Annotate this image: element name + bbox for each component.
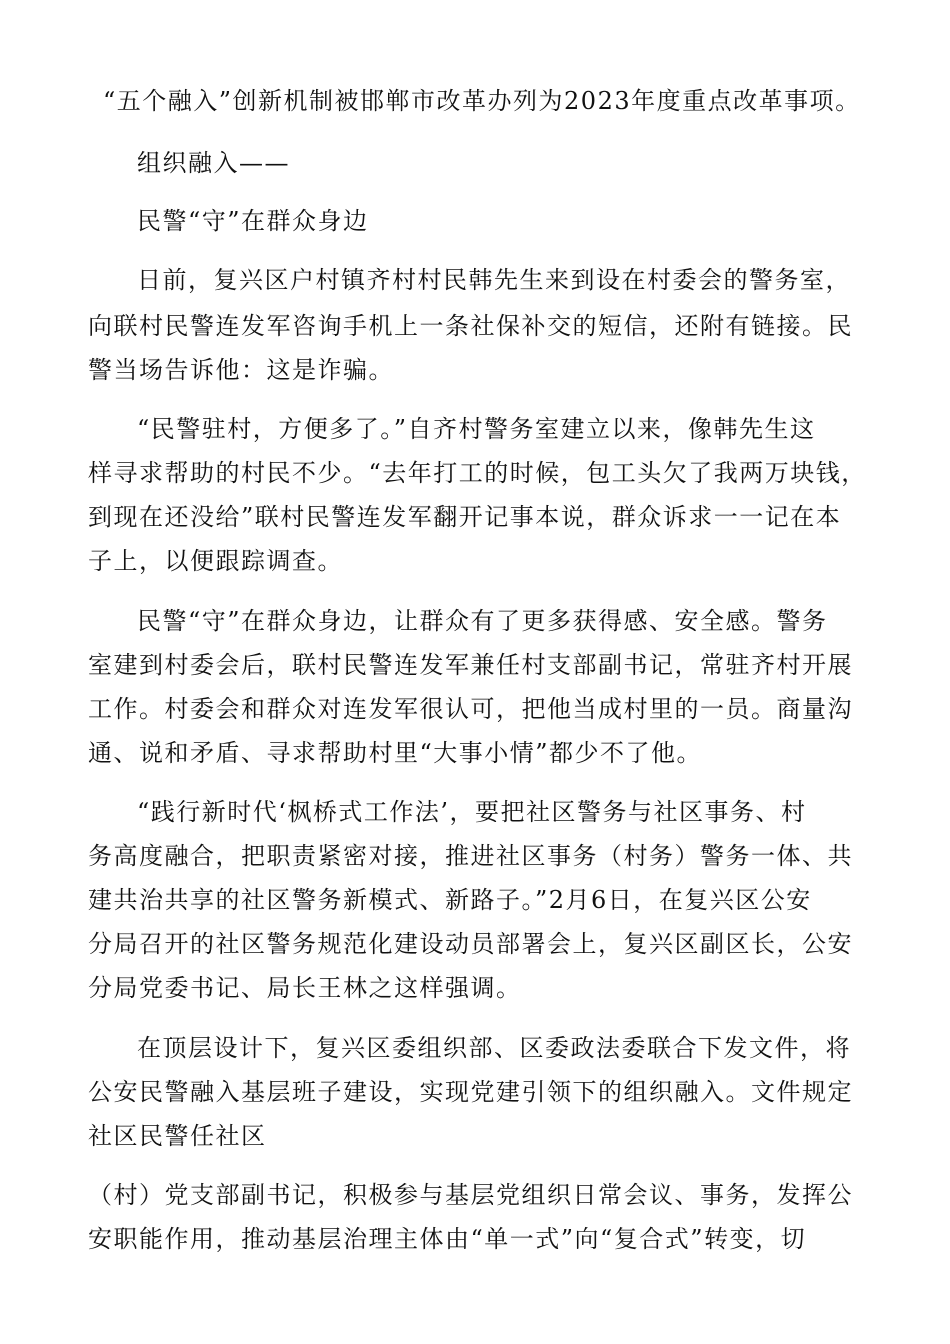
text-line: 安职能作用，推动基层治理主体由“单一式”向“复合式”转变，切 — [88, 1225, 807, 1253]
text-line: 向联村民警连发军咨询手机上一条社保补交的短信，还附有链接。民 — [88, 312, 853, 340]
text-line: 警当场告诉他：这是诈骗。 — [88, 356, 394, 384]
text-line: 室建到村委会后，联村民警连发军兼任村支部副书记，常驻齐村开展 — [88, 651, 853, 679]
text-line: 民警“守”在群众身边，让群众有了更多获得感、安全感。警务 — [137, 607, 828, 635]
text-line: 通、说和矛盾、寻求帮助村里“大事小情”都少不了他。 — [88, 739, 703, 767]
text-line: 公安民警融入基层班子建设，实现党建引领下的组织融入。文件规定 — [88, 1078, 853, 1106]
text-line: 建共治共享的社区警务新模式、新路子。”2月6日，在复兴区公安 — [88, 886, 812, 914]
text-line: 务高度融合，把职责紧密对接，推进社区事务（村务）警务一体、共 — [88, 842, 853, 870]
text-line: 社区民警任社区 — [88, 1122, 267, 1150]
text-line: 日前，复兴区户村镇齐村村民韩先生来到设在村委会的警务室， — [137, 266, 851, 294]
text-line: 分局召开的社区警务规范化建设动员部署会上，复兴区副区长，公安 — [88, 930, 853, 958]
text-line: 分局党委书记、局长王林之这样强调。 — [88, 974, 522, 1002]
text-line: “民警驻村，方便多了。”自齐村警务室建立以来，像韩先生这 — [137, 415, 816, 443]
text-line: “五个融入”创新机制被邯郸市改革办列为2023年度重点改革事项。 — [103, 87, 861, 115]
section-subheading: 民警“守”在群众身边 — [137, 207, 369, 235]
text-line: 子上，以便跟踪调查。 — [88, 547, 343, 575]
text-line: （村）党支部副书记，积极参与基层党组织日常会议、事务，发挥公 — [88, 1181, 853, 1209]
section-heading: 组织融入—— — [137, 149, 290, 177]
text-line: 在顶层设计下，复兴区委组织部、区委政法委联合下发文件，将 — [137, 1034, 851, 1062]
text-line: 样寻求帮助的村民不少。“去年打工的时候，包工头欠了我两万块钱， — [88, 459, 867, 487]
text-line: “践行新时代‘枫桥式工作法’，要把社区警务与社区事务、村 — [137, 798, 807, 826]
text-line: 到现在还没给”联村民警连发军翻开记事本说，群众诉求一一记在本 — [88, 503, 842, 531]
text-line: 工作。村委会和群众对连发军很认可，把他当成村里的一员。商量沟 — [88, 695, 853, 723]
